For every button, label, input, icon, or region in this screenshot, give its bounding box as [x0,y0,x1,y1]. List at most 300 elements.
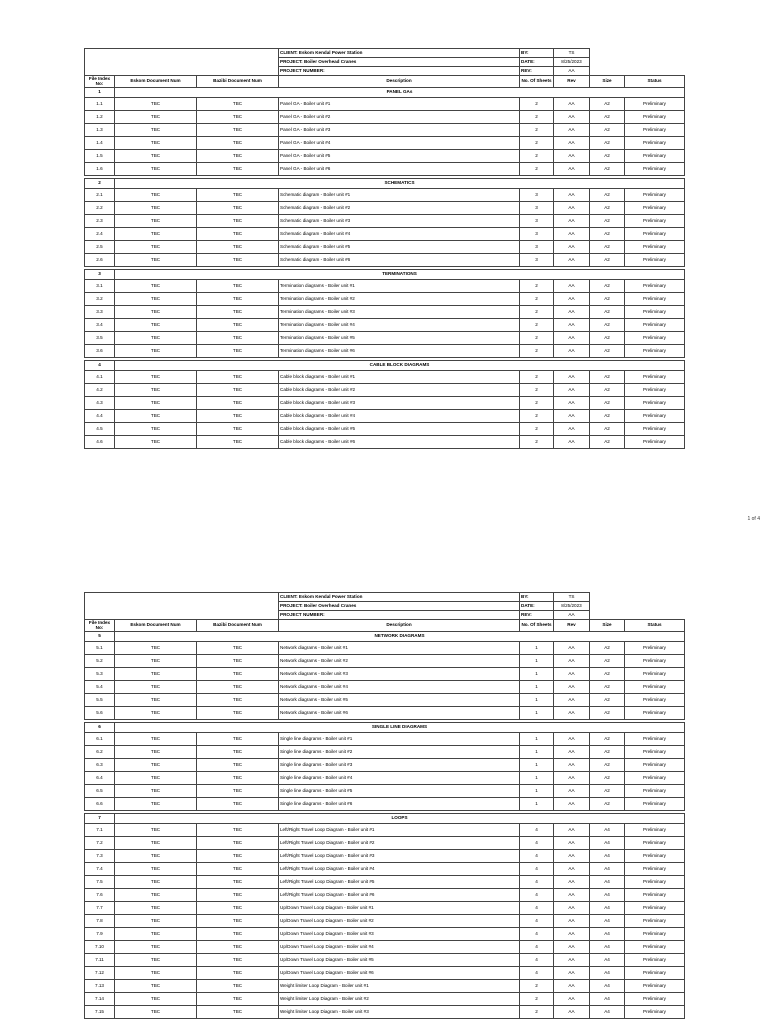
description: Cable block diagrams - Boiler unit #6 [279,436,520,449]
file-index: 1.2 [85,111,115,124]
header-blank-box [85,49,279,76]
eskom-doc-num: TBC [115,111,197,124]
bazibi-doc-num: TBC [197,111,279,124]
header-empty [590,49,685,58]
eskom-doc-num: TBC [115,215,197,228]
eskom-doc-num: TBC [115,850,197,863]
status: Preliminary [625,1006,685,1019]
header-empty [590,593,685,602]
status: Preliminary [625,150,685,163]
revision: AA [554,384,590,397]
section-number: 5 [85,632,115,642]
col-header-eskom: Eskom Document Num [115,620,197,632]
table-row [85,824,685,837]
project-number-label: PROJECT NUMBER: [279,611,520,620]
table-row [85,785,685,798]
sheet-count: 4 [520,902,554,915]
description: Weight limiter Loop Diagram - Boiler unit #2 [279,993,520,1006]
status: Preliminary [625,189,685,202]
paper-size: A2 [590,733,625,746]
file-index: 7.1 [85,824,115,837]
description: Single line diagrams - Boiler unit #5 [279,785,520,798]
eskom-doc-num: TBC [115,423,197,436]
bazibi-doc-num: TBC [197,228,279,241]
file-index: 1.5 [85,150,115,163]
table-row [85,902,685,915]
description: Left/Right Travel Loop Diagram - Boiler unit #5 [279,876,520,889]
description: Left/Right Travel Loop Diagram - Boiler unit #2 [279,837,520,850]
description: Network diagrams - Boiler unit #2 [279,655,520,668]
section-number: 1 [85,88,115,98]
revision: AA [554,837,590,850]
sheet-count: 3 [520,254,554,267]
revision: AA [554,967,590,980]
section-header-row [85,179,685,189]
section-number: 3 [85,270,115,280]
revision: AA [554,111,590,124]
eskom-doc-num: TBC [115,1006,197,1019]
eskom-doc-num: TBC [115,384,197,397]
bazibi-doc-num: TBC [197,824,279,837]
bazibi-doc-num: TBC [197,785,279,798]
section-title: PANEL GAs [115,88,685,98]
revision: AA [554,1006,590,1019]
table-row [85,746,685,759]
bazibi-doc-num: TBC [197,332,279,345]
bazibi-doc-num: TBC [197,863,279,876]
file-index: 5.1 [85,642,115,655]
bazibi-doc-num: TBC [197,941,279,954]
revision: AA [554,436,590,449]
status: Preliminary [625,746,685,759]
project-label: PROJECT: Boiler Overhead Cranes [279,58,520,67]
sheet-count: 1 [520,759,554,772]
col-header-size: Size [590,76,625,88]
col-header-rev: Rev [554,76,590,88]
sheet-count: 4 [520,863,554,876]
bazibi-doc-num: TBC [197,254,279,267]
file-index: 7.8 [85,915,115,928]
table-row [85,202,685,215]
revision: AA [554,189,590,202]
section-header-row [85,88,685,98]
eskom-doc-num: TBC [115,332,197,345]
bazibi-doc-num: TBC [197,150,279,163]
status: Preliminary [625,759,685,772]
description: Cable block diagrams - Boiler unit #2 [279,384,520,397]
col-header-rev: Rev [554,620,590,632]
status: Preliminary [625,228,685,241]
sheet-count: 4 [520,837,554,850]
paper-size: A2 [590,772,625,785]
bazibi-doc-num: TBC [197,345,279,358]
description: Schematic diagram - Boiler unit #3 [279,215,520,228]
paper-size: A2 [590,681,625,694]
paper-size: A2 [590,241,625,254]
bazibi-doc-num: TBC [197,980,279,993]
status: Preliminary [625,345,685,358]
bazibi-doc-num: TBC [197,967,279,980]
file-index: 1.4 [85,137,115,150]
paper-size: A2 [590,436,625,449]
revision: AA [554,215,590,228]
eskom-doc-num: TBC [115,707,197,720]
description: Single line diagrams - Boiler unit #6 [279,798,520,811]
table-row [85,980,685,993]
sheet-count: 2 [520,980,554,993]
paper-size: A4 [590,837,625,850]
file-index: 7.9 [85,928,115,941]
revision: AA [554,993,590,1006]
sheet-count: 3 [520,241,554,254]
paper-size: A2 [590,384,625,397]
bazibi-doc-num: TBC [197,655,279,668]
status: Preliminary [625,954,685,967]
status: Preliminary [625,254,685,267]
section-title: NETWORK DIAGRAMS [115,632,685,642]
bazibi-doc-num: TBC [197,954,279,967]
description: Single line diagrams - Boiler unit #2 [279,746,520,759]
revision: AA [554,397,590,410]
bazibi-doc-num: TBC [197,384,279,397]
file-index: 6.4 [85,772,115,785]
eskom-doc-num: TBC [115,863,197,876]
paper-size: A4 [590,889,625,902]
table-row [85,423,685,436]
paper-size: A2 [590,215,625,228]
revision: AA [554,863,590,876]
status: Preliminary [625,837,685,850]
table-row [85,772,685,785]
table-row [85,993,685,1006]
eskom-doc-num: TBC [115,293,197,306]
paper-size: A2 [590,319,625,332]
file-index: 3.6 [85,345,115,358]
section-title: CABLE BLOCK DIAGRAMS [115,361,685,371]
paper-size: A4 [590,954,625,967]
col-header-index: File Index No: [85,76,115,88]
sheet-count: 3 [520,228,554,241]
eskom-doc-num: TBC [115,228,197,241]
table-row [85,371,685,384]
by-label: BY: [520,49,554,58]
file-index: 1.3 [85,124,115,137]
header-empty [590,611,685,620]
eskom-doc-num: TBC [115,798,197,811]
description: Left/Right Travel Loop Diagram - Boiler unit #6 [279,889,520,902]
status: Preliminary [625,319,685,332]
table-row [85,759,685,772]
revision: AA [554,137,590,150]
file-index: 7.11 [85,954,115,967]
sheet-count: 3 [520,215,554,228]
file-index: 4.1 [85,371,115,384]
eskom-doc-num: TBC [115,306,197,319]
bazibi-doc-num: TBC [197,293,279,306]
sheet-count: 1 [520,642,554,655]
table-row [85,694,685,707]
description: Panel GA - Boiler unit #5 [279,150,520,163]
eskom-doc-num: TBC [115,954,197,967]
description: Termination diagrams - Boiler unit #4 [279,319,520,332]
table-row [85,345,685,358]
description: Schematic diagram - Boiler unit #6 [279,254,520,267]
header-row-client [85,49,685,58]
section-number: 2 [85,179,115,189]
eskom-doc-num: TBC [115,124,197,137]
sheet-count: 1 [520,733,554,746]
bazibi-doc-num: TBC [197,876,279,889]
bazibi-doc-num: TBC [197,189,279,202]
status: Preliminary [625,306,685,319]
description: Single line diagrams - Boiler unit #4 [279,772,520,785]
paper-size: A4 [590,928,625,941]
status: Preliminary [625,733,685,746]
status: Preliminary [625,980,685,993]
status: Preliminary [625,280,685,293]
description: Weight limiter Loop Diagram - Boiler unit #3 [279,1006,520,1019]
header-row-client [85,593,685,602]
bazibi-doc-num: TBC [197,915,279,928]
description: Schematic diagram - Boiler unit #2 [279,202,520,215]
description: Cable block diagrams - Boiler unit #5 [279,423,520,436]
bazibi-doc-num: TBC [197,124,279,137]
bazibi-doc-num: TBC [197,306,279,319]
eskom-doc-num: TBC [115,889,197,902]
status: Preliminary [625,332,685,345]
file-index: 2.1 [85,189,115,202]
sheet-count: 2 [520,163,554,176]
table-row [85,681,685,694]
paper-size: A2 [590,798,625,811]
table-row [85,397,685,410]
description: Panel GA - Boiler unit #1 [279,98,520,111]
rev-value: AA [554,611,590,620]
status: Preliminary [625,111,685,124]
bazibi-doc-num: TBC [197,850,279,863]
description: Up/Down Travel Loop Diagram - Boiler unit #4 [279,941,520,954]
sheet-count: 2 [520,319,554,332]
section-number: 7 [85,814,115,824]
file-index: 5.6 [85,707,115,720]
file-index: 7.2 [85,837,115,850]
file-index: 5.2 [85,655,115,668]
date-value: 8/25/2023 [554,602,590,611]
paper-size: A2 [590,202,625,215]
description: Up/Down Travel Loop Diagram - Boiler unit #3 [279,928,520,941]
bazibi-doc-num: TBC [197,798,279,811]
table-row [85,124,685,137]
file-index: 7.10 [85,941,115,954]
section-title: SINGLE LINE DIAGRAMS [115,723,685,733]
revision: AA [554,150,590,163]
revision: AA [554,241,590,254]
bazibi-doc-num: TBC [197,137,279,150]
paper-size: A2 [590,785,625,798]
eskom-doc-num: TBC [115,681,197,694]
col-header-description: Description [279,76,520,88]
status: Preliminary [625,384,685,397]
rev-label: REV: [520,67,554,76]
revision: AA [554,423,590,436]
description: Network diagrams - Boiler unit #3 [279,668,520,681]
table-row [85,668,685,681]
paper-size: A2 [590,280,625,293]
table-row [85,410,685,423]
bazibi-doc-num: TBC [197,837,279,850]
bazibi-doc-num: TBC [197,397,279,410]
table-row [85,293,685,306]
file-index: 4.2 [85,384,115,397]
table-row [85,254,685,267]
sheet-count: 2 [520,1006,554,1019]
paper-size: A2 [590,111,625,124]
date-value: 8/25/2023 [554,58,590,67]
paper-size: A2 [590,306,625,319]
paper-size: A4 [590,850,625,863]
file-index: 5.5 [85,694,115,707]
table-row [85,1006,685,1019]
revision: AA [554,928,590,941]
revision: AA [554,785,590,798]
eskom-doc-num: TBC [115,915,197,928]
paper-size: A2 [590,668,625,681]
description: Cable block diagrams - Boiler unit #4 [279,410,520,423]
status: Preliminary [625,785,685,798]
col-header-sheets: No. Of Sheets [520,76,554,88]
bazibi-doc-num: TBC [197,772,279,785]
table-row [85,863,685,876]
sheet-count: 1 [520,707,554,720]
bazibi-doc-num: TBC [197,707,279,720]
by-value: TS [554,49,590,58]
document-register-page-2 [84,592,685,1019]
file-index: 7.12 [85,967,115,980]
revision: AA [554,668,590,681]
bazibi-doc-num: TBC [197,642,279,655]
revision: AA [554,746,590,759]
bazibi-doc-num: TBC [197,241,279,254]
paper-size: A4 [590,993,625,1006]
file-index: 3.5 [85,332,115,345]
sheet-count: 2 [520,436,554,449]
table-row [85,642,685,655]
project-label: PROJECT: Boiler Overhead Cranes [279,602,520,611]
eskom-doc-num: TBC [115,980,197,993]
revision: AA [554,850,590,863]
status: Preliminary [625,928,685,941]
col-header-description: Description [279,620,520,632]
paper-size: A2 [590,150,625,163]
eskom-doc-num: TBC [115,319,197,332]
table-row [85,954,685,967]
table-row [85,707,685,720]
table-row [85,941,685,954]
paper-size: A2 [590,694,625,707]
file-index: 2.3 [85,215,115,228]
column-header-row [85,620,685,632]
file-index: 5.4 [85,681,115,694]
table-row [85,215,685,228]
eskom-doc-num: TBC [115,772,197,785]
file-index: 1.6 [85,163,115,176]
table-row [85,137,685,150]
revision: AA [554,332,590,345]
project-number-label: PROJECT NUMBER: [279,67,520,76]
status: Preliminary [625,798,685,811]
section-number: 6 [85,723,115,733]
table-row [85,280,685,293]
paper-size: A2 [590,397,625,410]
eskom-doc-num: TBC [115,824,197,837]
sheet-count: 1 [520,655,554,668]
file-index: 7.14 [85,993,115,1006]
table-row [85,228,685,241]
sheet-count: 4 [520,876,554,889]
description: Cable block diagrams - Boiler unit #3 [279,397,520,410]
bazibi-doc-num: TBC [197,733,279,746]
sheet-count: 2 [520,332,554,345]
status: Preliminary [625,876,685,889]
bazibi-doc-num: TBC [197,163,279,176]
sheet-count: 2 [520,280,554,293]
sheet-count: 2 [520,384,554,397]
sheet-count: 4 [520,954,554,967]
description: Network diagrams - Boiler unit #6 [279,707,520,720]
revision: AA [554,876,590,889]
sheet-count: 4 [520,915,554,928]
eskom-doc-num: TBC [115,785,197,798]
revision: AA [554,293,590,306]
description: Termination diagrams - Boiler unit #5 [279,332,520,345]
file-index: 4.5 [85,423,115,436]
paper-size: A2 [590,163,625,176]
file-index: 7.7 [85,902,115,915]
sheet-count: 2 [520,98,554,111]
file-index: 4.6 [85,436,115,449]
revision: AA [554,306,590,319]
eskom-doc-num: TBC [115,655,197,668]
description: Up/Down Travel Loop Diagram - Boiler unit #5 [279,954,520,967]
status: Preliminary [625,681,685,694]
description: Termination diagrams - Boiler unit #2 [279,293,520,306]
paper-size: A2 [590,746,625,759]
file-index: 7.6 [85,889,115,902]
sheet-count: 1 [520,746,554,759]
revision: AA [554,707,590,720]
file-index: 7.4 [85,863,115,876]
rev-label: REV: [520,611,554,620]
section-header-row [85,814,685,824]
file-index: 6.6 [85,798,115,811]
revision: AA [554,319,590,332]
eskom-doc-num: TBC [115,876,197,889]
eskom-doc-num: TBC [115,694,197,707]
table-row [85,655,685,668]
bazibi-doc-num: TBC [197,371,279,384]
revision: AA [554,772,590,785]
sheet-count: 4 [520,850,554,863]
status: Preliminary [625,993,685,1006]
description: Cable block diagrams - Boiler unit #1 [279,371,520,384]
bazibi-doc-num: TBC [197,746,279,759]
sheet-count: 2 [520,371,554,384]
eskom-doc-num: TBC [115,837,197,850]
date-label: DATE: [520,602,554,611]
sheet-count: 3 [520,189,554,202]
table-row [85,889,685,902]
description: Network diagrams - Boiler unit #5 [279,694,520,707]
